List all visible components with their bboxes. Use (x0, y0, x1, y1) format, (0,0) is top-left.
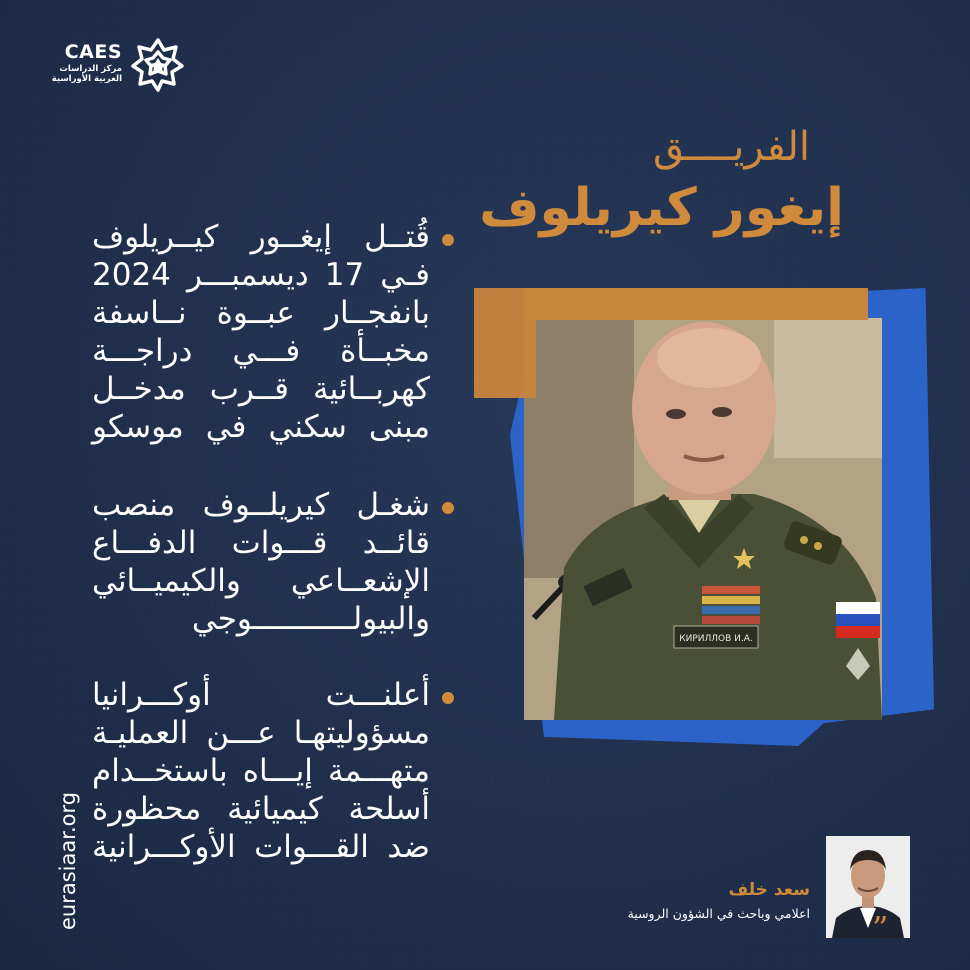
title-name: إيغور كيريلوف (479, 178, 844, 238)
list-item (92, 676, 464, 866)
orange-tape-top (524, 288, 868, 320)
bullet-text: أعلنـــت أوكـــرانيا مسؤوليتهـا عـــن العمليـة متهـــمة إيـــاه باستخــدام أسلحة كيميائية محظورة ضد القـــوات الأوكـــرانية (92, 677, 430, 865)
list-item (92, 486, 464, 638)
bullet-3 (92, 676, 464, 866)
list-item (92, 218, 464, 446)
portrait-photo (524, 318, 882, 720)
bullet-text: شغـل كيريلــوف منصب قائــد قـــوات الدفـــاع الإشعــاعي والكيميــائي والبيولـــــــــــوجي (92, 487, 430, 637)
author-avatar (826, 836, 910, 938)
logo-abbreviation: CAES (64, 41, 122, 63)
quote-icon: ” (872, 909, 889, 947)
bullet-1 (92, 218, 464, 446)
author-portrait (826, 836, 910, 938)
website-text: eurasiaar.org (56, 791, 80, 930)
title-rank: الفريــــق (653, 124, 810, 170)
logo-name: مركز الدراسات العربية الأوراسية (51, 64, 122, 84)
bullet-dot-icon (442, 234, 454, 246)
website-url (26, 790, 80, 930)
bullet-text: قُتــل إيغــور كيــريلوف فـي 17 ديسمبـــر 2024 بانفجــار عبــوة نــاسفة مخبــأة فـــي دراجـــة كهربــائية قــرب مدخــل مبنى سكني في موسكو (92, 219, 430, 445)
bullet-dot-icon (442, 692, 454, 704)
author-name: سعد خلف (728, 880, 810, 900)
author-role: اعلامي وباحث في الشؤون الروسية (627, 906, 810, 921)
name-plate-text: КИРИЛЛОВ И.А. (679, 634, 753, 644)
star-logo-icon (130, 36, 186, 92)
portrait-illustration (524, 318, 882, 720)
bullet-dot-icon (442, 502, 454, 514)
bullet-2 (92, 486, 464, 638)
